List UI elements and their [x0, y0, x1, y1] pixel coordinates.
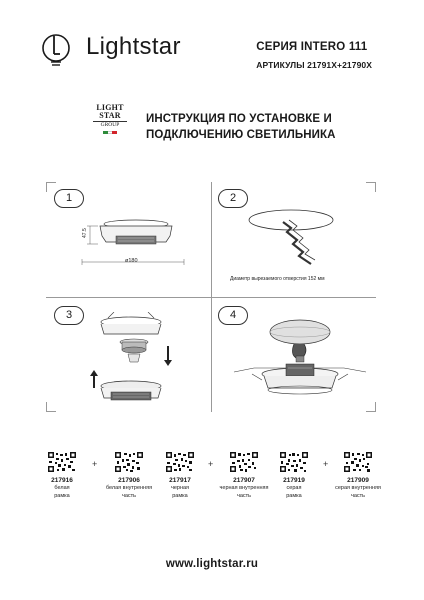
instruction-line2: ПОДКЛЮЧЕНИЮ СВЕТИЛЬНИКА — [146, 129, 336, 141]
step-1-number: 1 — [54, 189, 84, 208]
variant-article: 217906 — [118, 477, 140, 484]
step-2-number: 2 — [218, 189, 248, 208]
variant-desc-line2: рамка — [286, 493, 302, 499]
series-title: СЕРИЯ INTERO 111 — [256, 41, 368, 53]
group-logo-line1: LIGHT — [96, 103, 124, 112]
step-1-height-label: 47.5 — [82, 228, 88, 238]
qr-code-icon — [344, 452, 372, 472]
variant-article: 217907 — [233, 477, 255, 484]
variant-desc-line2: часть — [121, 493, 137, 499]
italian-flag-icon — [103, 131, 117, 134]
variant-card — [158, 452, 202, 500]
grid-divider-horizontal — [46, 297, 376, 298]
qr-code-icon — [166, 452, 194, 472]
instruction-heading — [146, 111, 336, 143]
series-info — [256, 41, 372, 70]
plus-sign: + — [208, 459, 214, 469]
variant-article: 217916 — [51, 477, 73, 484]
qr-code-icon — [48, 452, 76, 472]
variant-desc-line1: белая — [54, 485, 70, 491]
variant-card — [272, 452, 316, 500]
variants-row — [40, 452, 390, 532]
plus-sign: + — [323, 459, 329, 469]
variant-desc-line2: рамка — [172, 493, 188, 499]
variant-desc-line1: черная — [170, 485, 190, 491]
step-2-ceiling-cutout-drawing — [241, 208, 351, 268]
variant-card — [40, 452, 84, 500]
instruction-line1: ИНСТРУКЦИЯ ПО УСТАНОВКЕ И — [146, 113, 332, 125]
step-2-caption: Диаметр вырезаемого отверстия 152 мм — [230, 276, 325, 282]
qr-code-icon — [280, 452, 308, 472]
variant-desc-line1: серая внутренняя — [335, 485, 381, 491]
brand-logo — [40, 30, 220, 70]
step-1-diameter-label: ø180 — [125, 258, 138, 264]
variant-desc-line2: часть — [236, 493, 252, 499]
qr-code-icon — [230, 452, 258, 472]
variant-article: 217917 — [169, 477, 191, 484]
step-3-assembly-drawing — [56, 312, 206, 410]
group-logo-line3: GROUP — [93, 121, 127, 129]
series-articles: АРТИКУЛЫ 21791Х+21790Х — [256, 60, 372, 70]
group-logo — [93, 104, 127, 154]
step-1-fixture-dimension-drawing — [76, 214, 201, 276]
variant-desc-line1: белая внутренняя — [105, 485, 153, 491]
lightbulb-logo-icon — [40, 30, 74, 70]
variant-article: 217909 — [347, 477, 369, 484]
step-3-number: 3 — [54, 306, 84, 325]
variant-desc-line1: черная внутренняя — [219, 485, 269, 491]
qr-code-icon — [115, 452, 143, 472]
variant-desc-line2: рамка — [54, 493, 70, 499]
step-4-installation-drawing — [224, 310, 374, 410]
variant-desc-line1: серая — [286, 485, 302, 491]
variant-card — [100, 452, 158, 500]
website-link[interactable]: www.lightstar.ru — [165, 558, 259, 570]
variant-article: 217919 — [283, 477, 305, 484]
steps-grid — [46, 182, 376, 412]
step-4-number: 4 — [218, 306, 248, 325]
group-logo-line2: STAR — [99, 111, 121, 120]
variant-card — [212, 452, 276, 500]
variant-card — [328, 452, 388, 500]
plus-sign: + — [92, 459, 98, 469]
variant-desc-line2: часть — [350, 493, 366, 499]
brand-name: Lightstar — [86, 33, 181, 60]
